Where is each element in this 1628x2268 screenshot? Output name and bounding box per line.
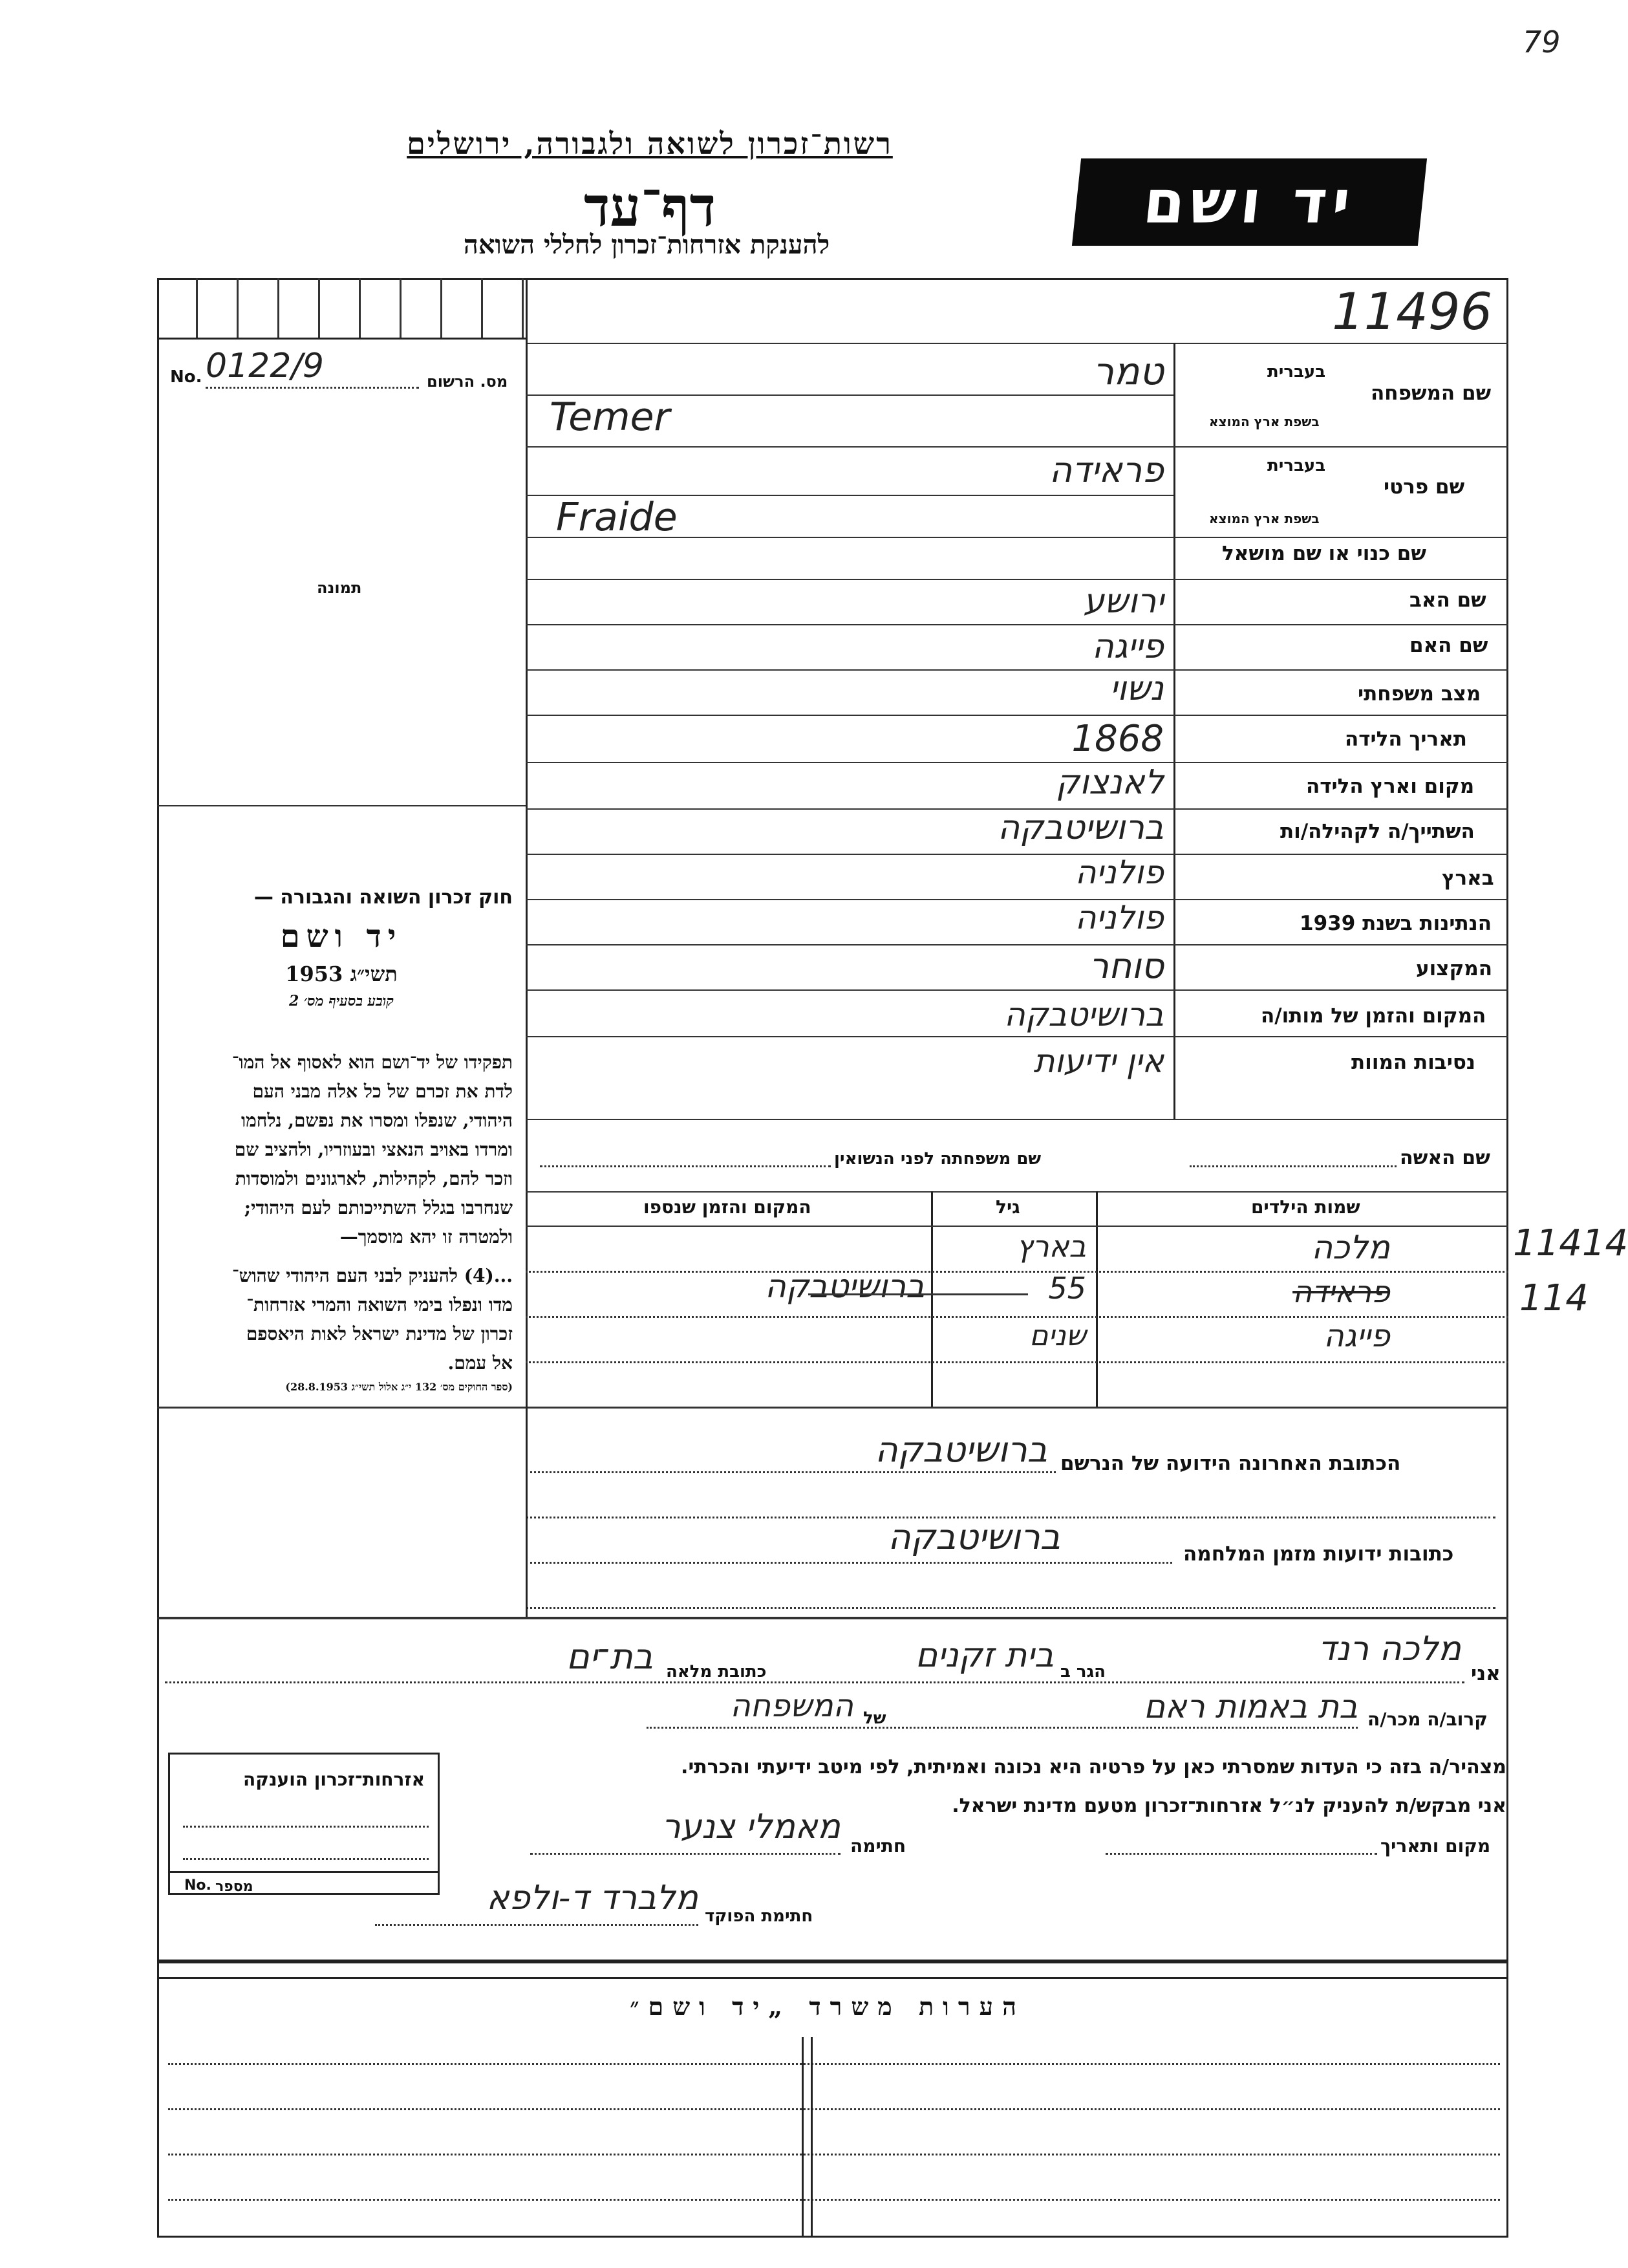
birth-place-label: מקום וארץ הלידה (1306, 775, 1475, 798)
law-line: היהודי, שנפלו ומסרו את נפשם, נלחמו (241, 1110, 513, 1131)
family-name-origin: Temer (550, 394, 670, 440)
law-line: ולמטרה זו יהא מוסמך— (339, 1226, 513, 1247)
photo-label: תמונה (317, 579, 362, 597)
wife-label: שם האשה (1400, 1147, 1490, 1169)
citizenship-box-number-label: מספר (215, 1879, 253, 1895)
law-line: לדת את זכרם של כל אלה מבני העם (252, 1081, 513, 1102)
first-name-origin: Fraide (556, 495, 678, 540)
law-clause (170, 1261, 513, 1377)
birth-date-label: תאריך הלידה (1345, 728, 1467, 751)
child-age: שנים (1029, 1319, 1086, 1352)
first-name-label: שם פרטי (1384, 475, 1465, 499)
child-name: מלכה (1311, 1229, 1390, 1266)
family-name-hebrew-label: בעברית (1267, 362, 1326, 382)
form-subtitle: להענקת אזרחות־זכרון לחללי השואה (463, 230, 830, 260)
logo-text: יד ושם (1140, 167, 1359, 237)
top-record-number: 11496 (1332, 283, 1493, 341)
form-title: דף־עד (583, 175, 716, 239)
death-cause-label: נסיבות המוות (1351, 1051, 1475, 1074)
authority-title: רשות־זכרון לשואה ולגבורה, ירושלים (407, 126, 893, 161)
marital-label: מצב משפחתי (1358, 682, 1481, 706)
citizenship-box-no: No. (184, 1877, 211, 1894)
last-address-value: ברושיטבקה (875, 1429, 1047, 1470)
nickname-label: שם כנוי או שם מושאל (1222, 542, 1426, 565)
margin-note: 114 (1519, 1277, 1589, 1319)
children-col-names: שמות הילדים (1251, 1196, 1360, 1218)
law-line: תפקידו של יד־ושם הוא לאסוף אל המו־ (231, 1052, 513, 1073)
margin-note: 11414 (1513, 1222, 1628, 1264)
declarant-signature: מאמלי צנער (661, 1808, 841, 1846)
registration-no-label: No. (170, 367, 202, 387)
declaration-text: מצהיר/ה בזה כי העדות שמסרתי כאן על פרטיה היא נכונה ואמיתית, לפי מיטב ידיעתי והכרתי. (681, 1756, 1506, 1778)
last-address-label: הכתובת האחרונה הידועה של הנרשם (1060, 1452, 1401, 1475)
official-signature-label: חתימת הפוקד (705, 1906, 813, 1926)
father-value: ירושע (1083, 582, 1164, 621)
country-label: בארץ (1442, 867, 1494, 890)
war-address-value: ברושיטבקה (888, 1517, 1060, 1557)
law-clause-line: ...(4) להעניק לבני העם היהודי שהוש־ (231, 1265, 513, 1286)
law-line: ומרדו באויב הנאצי ובעוזריו, ולהציב שם (234, 1139, 513, 1160)
yad-vashem-logo (1072, 158, 1427, 246)
law-footnote: (ספר החוקים מס׳ 132 י״ג אלול תשי״ג 28.8.1953) (285, 1381, 513, 1393)
first-name-hebrew-label: בעברית (1267, 456, 1326, 475)
law-name: יד ושם (280, 918, 403, 955)
birth-date-value: 1868 (1071, 718, 1164, 760)
citizenship-label: הנתינות בשנת 1939 (1300, 912, 1492, 935)
law-section: קובע בסעיף מס׳ 2 (288, 993, 394, 1010)
mother-label: שם האם (1409, 634, 1488, 657)
child-name: פראידה (1292, 1274, 1390, 1309)
law-text (170, 1048, 513, 1251)
first-name-hebrew: פראידה (1049, 449, 1164, 490)
law-clause-line: מדו ונפלו בימי השואה והמרי אזרחות־ (246, 1294, 513, 1315)
declarant-ani: אני (1471, 1662, 1501, 1685)
declarant-of-label: של (863, 1709, 886, 1728)
wife-maiden-label: שם משפחתה לפני הנשואין (834, 1149, 1042, 1169)
citizenship-granted-box (168, 1753, 440, 1895)
marital-value: נשוי (1109, 669, 1164, 708)
page-number: 79 (1523, 25, 1561, 59)
law-year: תשי״ג 1953 (285, 962, 398, 986)
father-label: שם האב (1409, 589, 1486, 612)
profession-label: המקצוע (1416, 957, 1493, 980)
declarant-name: מלכה רנד (1318, 1630, 1461, 1669)
declarant-address-label: כתובת מלאה (666, 1662, 767, 1681)
law-heading: חוק זכרון השואה והגבורה — (253, 886, 513, 909)
community-label: השתייך/ה לקהילה/ות (1280, 820, 1475, 843)
child-age: 55 (1048, 1271, 1086, 1306)
death-place-label: המקום והזמן של מותו/ה (1261, 1004, 1486, 1028)
child-age: בארץ (1016, 1229, 1086, 1264)
registration-he-label: מס. הרשום (427, 373, 508, 391)
mother-value: פייגה (1091, 627, 1164, 666)
citizenship-value: פולניה (1075, 899, 1164, 936)
child-place: ברושיטבקה (765, 1268, 925, 1305)
war-address-label: כתובות ידועות מזמן המלחמה (1183, 1542, 1454, 1566)
declarant-relation: בת באמות ראם (1143, 1688, 1358, 1725)
family-name-origin-label: בשפת ארץ המוצא (1209, 414, 1320, 429)
signature-label: חתימה (850, 1835, 906, 1857)
top-left-boxes (157, 278, 526, 340)
strike-line (808, 1293, 1028, 1295)
declarant-address: בת־ים (566, 1636, 653, 1677)
law-clause-line: אל עמם. (447, 1352, 513, 1374)
declarant-relative-label: קרוב/ה מכר/ה (1367, 1709, 1488, 1730)
declarant-of-value: המשפחה (730, 1688, 853, 1724)
profession-value: סוחר (1089, 945, 1164, 986)
request-text: אני מבקש/ת להעניק לנ״ל אזרחות־זכרון מטעם מדינת ישראל. (952, 1795, 1506, 1817)
office-notes-title: הערות משרד „יד ושם״ (630, 1992, 1025, 2021)
children-col-place: המקום והזמן שנספו (643, 1196, 811, 1218)
official-signature: מלברד ד-ולפא (486, 1879, 698, 1917)
declarant-city: בית זקנים (915, 1636, 1054, 1675)
community-value: ברושיטבקה (998, 808, 1164, 847)
birth-place-value: לאנצוק (1055, 763, 1164, 802)
declarant-lives-in: הגר ב (1060, 1662, 1106, 1681)
law-clause-line: זכרון של מדינת ישראל לאות היאספם (246, 1323, 513, 1345)
law-line: וזכר להם, לקהילות, לארגונים ולמוסדות (235, 1168, 513, 1189)
country-value: פולניה (1075, 854, 1164, 891)
registration-number: 0122/9 (206, 347, 324, 385)
first-name-origin-label: בשפת ארץ המוצא (1209, 511, 1320, 526)
death-cause-value: אין ידיעות (1033, 1042, 1164, 1080)
family-name-hebrew: טמר (1093, 349, 1164, 393)
citizenship-box-title: אזרחות־זכרון הוענקה (243, 1769, 425, 1790)
death-place-value: ברושיטבקה (1004, 996, 1164, 1033)
law-line: שנחרבו בגלל השתייכותם לעם היהודי; (244, 1197, 513, 1218)
child-name: פייגה (1323, 1318, 1390, 1354)
place-date-label: מקום ותאריך (1380, 1835, 1491, 1857)
family-name-label: שם המשפחה (1371, 382, 1492, 405)
children-col-age: גיל (996, 1196, 1020, 1218)
